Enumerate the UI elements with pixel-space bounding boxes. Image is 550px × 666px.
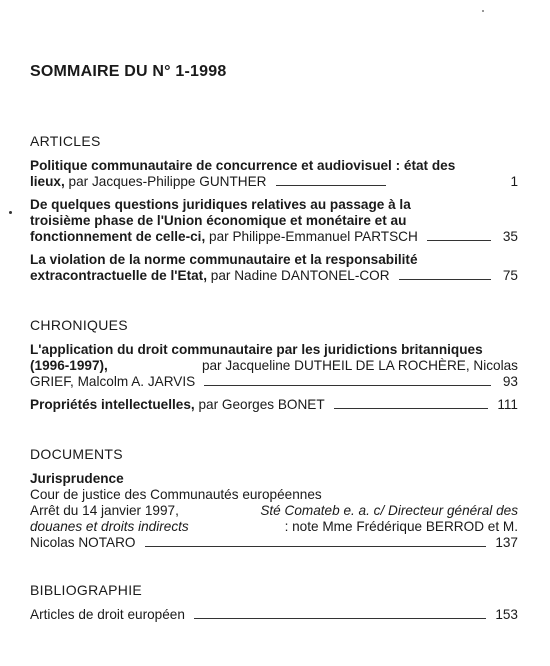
- section-articles: [30, 133, 518, 291]
- entry-subheading: Jurisprudence: [30, 471, 124, 486]
- section-heading-documents: DOCUMENTS: [30, 446, 123, 462]
- entry-title-cont: fonctionnement de celle-ci,: [30, 229, 206, 244]
- leader-line: [427, 239, 491, 241]
- entry-author: par Philippe-Emmanuel PARTSCH: [209, 229, 418, 244]
- entry-title: De quelques questions juridiques relatives au passage à la: [30, 197, 411, 212]
- section-heading-chroniques: CHRONIQUES: [30, 317, 128, 333]
- leader-line: [276, 184, 386, 186]
- page-number: 35: [502, 229, 518, 244]
- entry-title: Politique communautaire de concurrence et audiovisuel : état des: [30, 158, 456, 173]
- entry-author: par Georges BONET: [198, 397, 325, 412]
- leader-line: [204, 384, 491, 386]
- toc-entry-dutheil[interactable]: [30, 342, 518, 390]
- page-number: 153: [495, 607, 518, 622]
- note-authors-cont: Nicolas NOTARO: [30, 535, 136, 550]
- section-heading-bibliographie: BIBLIOGRAPHIE: [30, 582, 143, 598]
- leader-line: [334, 407, 489, 409]
- page-title: SOMMAIRE DU N° 1-1998: [30, 63, 227, 80]
- toc-entry-bibliographie[interactable]: [30, 607, 518, 623]
- entry-title: Propriétés intellectuelles,: [30, 397, 195, 412]
- section-chroniques: [30, 317, 518, 420]
- arret-date: Arrêt du 14 janvier 1997,: [30, 503, 179, 518]
- page-number: 111: [497, 397, 518, 412]
- entry-author: par Jacqueline DUTHEIL DE LA ROCHÈRE, Nicolas: [201, 358, 518, 373]
- entry-title-cont: (1996-1997),: [30, 358, 108, 373]
- note-authors: : note Mme Frédérique BERROD et M.: [284, 519, 518, 534]
- toc-entry-dantonel-cor[interactable]: [30, 252, 518, 284]
- leader-line: [399, 278, 491, 280]
- entry-title: L'application du droit communautaire par les juridictions britanniques: [30, 342, 483, 357]
- section-heading-articles: ARTICLES: [30, 133, 101, 149]
- page-number: 93: [502, 374, 518, 389]
- court-name: Cour de justice des Communautés européennes: [30, 487, 322, 502]
- toc-entry-partsch[interactable]: [30, 197, 518, 245]
- entry-title: La violation de la norme communautaire et la responsabilité: [30, 252, 418, 267]
- page-number: 137: [495, 535, 518, 550]
- entry-title: Articles de droit européen: [30, 607, 185, 622]
- entry-author-cont: GRIEF, Malcolm A. JARVIS: [30, 374, 196, 389]
- toc-entry-jurisprudence[interactable]: [30, 471, 518, 551]
- entry-author: par Jacques-Philippe GUNTHER: [68, 174, 267, 189]
- toc-entry-gunther[interactable]: [30, 158, 518, 190]
- toc-entry-bonet[interactable]: [30, 397, 518, 413]
- scan-speck: [482, 10, 484, 12]
- case-name: Sté Comateb e. a. c/ Directeur général des: [260, 503, 518, 518]
- leader-line: [145, 545, 487, 547]
- entry-title-cont: lieux,: [30, 174, 65, 189]
- margin-mark: [9, 211, 12, 214]
- entry-author: par Nadine DANTONEL-COR: [210, 268, 390, 283]
- page-number: 1: [510, 174, 518, 189]
- section-bibliographie: [30, 582, 518, 630]
- leader-line: [194, 617, 486, 619]
- entry-title-cont: extracontractuelle de l'Etat,: [30, 268, 207, 283]
- entry-title-cont: troisième phase de l'Union économique et monétaire et au: [30, 213, 407, 228]
- section-documents: [30, 446, 518, 558]
- page-number: 75: [502, 268, 518, 283]
- case-name-cont: douanes et droits indirects: [30, 519, 189, 534]
